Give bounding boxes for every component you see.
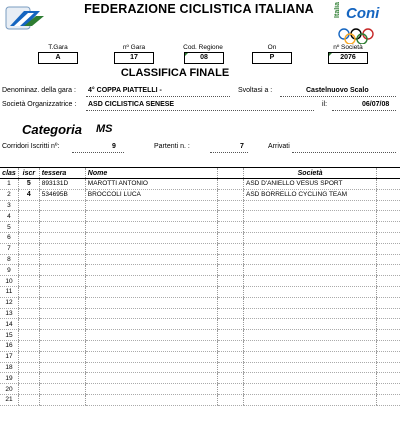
row-spacer xyxy=(377,373,400,384)
row-societa xyxy=(243,319,376,330)
table-row xyxy=(0,373,400,384)
arrivati-label: Arrivati xyxy=(268,143,290,150)
coni-logo-icon xyxy=(334,2,396,46)
row-societa xyxy=(243,211,376,222)
denominaz-label: Denominaz. della gara : xyxy=(2,87,76,94)
header-iscr: iscr xyxy=(18,168,39,179)
row-nome xyxy=(85,319,218,330)
table-row xyxy=(0,330,400,341)
row-societa xyxy=(243,222,376,233)
table-row xyxy=(0,394,400,405)
row-societa xyxy=(243,243,376,254)
row-tessera xyxy=(39,254,85,265)
row-iscr xyxy=(18,254,39,265)
row-iscr xyxy=(18,373,39,384)
on-field: P xyxy=(252,52,292,64)
row-tessera xyxy=(39,265,85,276)
row-iscr xyxy=(18,222,39,233)
row-tessera xyxy=(39,308,85,319)
row-nome xyxy=(85,308,218,319)
row-nome xyxy=(85,222,218,233)
table-header-row xyxy=(0,168,400,179)
row-societa xyxy=(243,373,376,384)
row-nome: MAROTTI ANTONIO xyxy=(85,179,218,190)
societa-organizzatrice-label: Società Organizzatrice : xyxy=(2,101,77,108)
header-spacer-1 xyxy=(218,168,244,179)
row-clas: 12 xyxy=(0,297,18,308)
row-clas: 1 xyxy=(0,179,18,190)
row-societa xyxy=(243,351,376,362)
partenti-underline xyxy=(210,152,248,153)
row-spacer xyxy=(377,351,400,362)
row-nome xyxy=(85,254,218,265)
row-clas: 5 xyxy=(0,222,18,233)
row-spacer xyxy=(377,265,400,276)
row-clas: 19 xyxy=(0,373,18,384)
row-societa xyxy=(243,276,376,287)
row-tessera xyxy=(39,211,85,222)
ngara-label: nº Gara xyxy=(122,44,146,51)
row-societa xyxy=(243,362,376,373)
row-societa xyxy=(243,308,376,319)
table-row xyxy=(0,211,400,222)
row-spacer xyxy=(377,394,400,405)
row-societa xyxy=(243,330,376,341)
row-nome xyxy=(85,351,218,362)
row-clas: 13 xyxy=(0,308,18,319)
row-clas: 11 xyxy=(0,286,18,297)
svoltasi-underline xyxy=(280,96,396,97)
row-societa xyxy=(243,254,376,265)
table-row xyxy=(0,340,400,351)
table-row xyxy=(0,254,400,265)
row-spacer xyxy=(377,254,400,265)
row-iscr xyxy=(18,232,39,243)
row-spacer xyxy=(377,297,400,308)
coni-italia-text: Italia xyxy=(334,2,341,18)
row-iscr: 5 xyxy=(18,179,39,190)
row-iscr xyxy=(18,200,39,211)
row-tessera xyxy=(39,319,85,330)
il-label: il: xyxy=(322,101,328,108)
row-clas: 3 xyxy=(0,200,18,211)
row-iscr xyxy=(18,286,39,297)
row-spacer xyxy=(218,319,244,330)
coni-word: Coni xyxy=(346,5,380,22)
row-societa xyxy=(243,200,376,211)
row-nome: BROCCOLI LUCA xyxy=(85,189,218,200)
row-spacer xyxy=(218,265,244,276)
row-clas: 15 xyxy=(0,330,18,341)
row-spacer xyxy=(218,362,244,373)
il-value: 06/07/08 xyxy=(362,101,390,108)
row-iscr xyxy=(18,265,39,276)
iscritti-label: Corridori Iscritti nº: xyxy=(2,143,60,150)
row-tessera xyxy=(39,351,85,362)
header-clas: clas xyxy=(0,168,18,179)
row-nome xyxy=(85,200,218,211)
row-societa xyxy=(243,297,376,308)
table-row xyxy=(0,297,400,308)
row-spacer xyxy=(377,222,400,233)
row-spacer xyxy=(218,189,244,200)
row-spacer xyxy=(218,232,244,243)
row-nome xyxy=(85,276,218,287)
row-societa: ASD D'ANIELLO VESUS SPORT xyxy=(243,179,376,190)
cod-regione-label: Cod. Regione xyxy=(183,44,223,51)
row-nome xyxy=(85,265,218,276)
row-spacer xyxy=(218,200,244,211)
nsocieta-label: nº Società xyxy=(333,44,363,51)
row-nome xyxy=(85,211,218,222)
denominaz-underline xyxy=(86,96,230,97)
row-iscr xyxy=(18,243,39,254)
row-clas: 21 xyxy=(0,394,18,405)
row-spacer xyxy=(218,286,244,297)
row-nome xyxy=(85,394,218,405)
row-societa xyxy=(243,265,376,276)
results-table xyxy=(0,167,400,406)
row-spacer xyxy=(377,189,400,200)
row-clas: 14 xyxy=(0,319,18,330)
row-iscr xyxy=(18,351,39,362)
row-spacer xyxy=(218,179,244,190)
row-clas: 17 xyxy=(0,351,18,362)
table-row xyxy=(0,265,400,276)
row-spacer xyxy=(377,330,400,341)
table-row xyxy=(0,308,400,319)
row-clas: 9 xyxy=(0,265,18,276)
row-tessera: 893131D xyxy=(39,179,85,190)
denominaz-value: 4° COPPA PIATTELLI - xyxy=(88,87,162,94)
header-spacer-2 xyxy=(377,168,400,179)
row-clas: 16 xyxy=(0,340,18,351)
row-spacer xyxy=(377,308,400,319)
row-iscr xyxy=(18,330,39,341)
iscritti-value: 9 xyxy=(112,143,116,150)
table-row xyxy=(0,222,400,233)
row-iscr xyxy=(18,394,39,405)
row-nome xyxy=(85,384,218,395)
row-nome xyxy=(85,286,218,297)
row-iscr xyxy=(18,211,39,222)
row-tessera xyxy=(39,243,85,254)
partenti-label: Partenti n. : xyxy=(154,143,190,150)
row-spacer xyxy=(377,319,400,330)
nsocieta-field: 2076 xyxy=(328,52,368,64)
table-row xyxy=(0,351,400,362)
header-tessera: tessera xyxy=(39,168,85,179)
table-row xyxy=(0,189,400,200)
row-nome xyxy=(85,330,218,341)
row-societa xyxy=(243,340,376,351)
il-underline xyxy=(332,110,396,111)
row-spacer xyxy=(218,211,244,222)
row-spacer xyxy=(377,286,400,297)
row-spacer xyxy=(377,200,400,211)
partenti-value: 7 xyxy=(240,143,244,150)
row-iscr xyxy=(18,362,39,373)
row-clas: 6 xyxy=(0,232,18,243)
row-spacer xyxy=(218,394,244,405)
row-nome xyxy=(85,232,218,243)
row-tessera xyxy=(39,222,85,233)
federation-title: FEDERAZIONE CICLISTICA ITALIANA xyxy=(84,2,314,16)
on-label: On xyxy=(267,44,277,51)
row-spacer xyxy=(218,308,244,319)
row-spacer xyxy=(377,362,400,373)
row-societa xyxy=(243,286,376,297)
tgara-label: T.Gara xyxy=(48,44,68,51)
row-nome xyxy=(85,373,218,384)
cod-regione-field: 08 xyxy=(184,52,224,64)
row-iscr xyxy=(18,308,39,319)
row-nome xyxy=(85,243,218,254)
table-row xyxy=(0,243,400,254)
row-spacer xyxy=(377,179,400,190)
row-tessera xyxy=(39,340,85,351)
table-row xyxy=(0,232,400,243)
row-clas: 20 xyxy=(0,384,18,395)
row-spacer xyxy=(218,222,244,233)
row-spacer xyxy=(218,243,244,254)
row-societa xyxy=(243,232,376,243)
societa-underline xyxy=(86,110,314,111)
row-tessera xyxy=(39,330,85,341)
table-row xyxy=(0,384,400,395)
categoria-value: MS xyxy=(96,123,113,135)
row-spacer xyxy=(218,351,244,362)
row-tessera xyxy=(39,286,85,297)
table-row xyxy=(0,362,400,373)
row-tessera xyxy=(39,232,85,243)
row-tessera xyxy=(39,373,85,384)
svoltasi-label: Svoltasi a : xyxy=(238,87,273,94)
row-tessera xyxy=(39,276,85,287)
row-societa: ASD BORRELLO CYCLING TEAM xyxy=(243,189,376,200)
header-societa: Società xyxy=(243,168,376,179)
row-spacer xyxy=(377,384,400,395)
row-tessera xyxy=(39,200,85,211)
row-iscr xyxy=(18,340,39,351)
row-nome xyxy=(85,340,218,351)
iscritti-underline xyxy=(72,152,124,153)
row-spacer xyxy=(218,384,244,395)
row-spacer xyxy=(377,232,400,243)
tgara-field: A xyxy=(38,52,78,64)
arrivati-underline xyxy=(292,152,396,153)
row-tessera: 534695B xyxy=(39,189,85,200)
societa-organizzatrice-value: ASD CICLISTICA SENESE xyxy=(88,101,175,108)
row-spacer xyxy=(218,297,244,308)
fci-logo-icon xyxy=(4,4,46,34)
row-iscr xyxy=(18,384,39,395)
table-row xyxy=(0,286,400,297)
ngara-field: 17 xyxy=(114,52,154,64)
row-tessera xyxy=(39,362,85,373)
row-spacer xyxy=(377,340,400,351)
categoria-label: Categoria xyxy=(22,122,82,137)
row-nome xyxy=(85,362,218,373)
row-spacer xyxy=(377,243,400,254)
row-spacer xyxy=(218,340,244,351)
row-spacer xyxy=(218,276,244,287)
row-tessera xyxy=(39,384,85,395)
row-societa xyxy=(243,384,376,395)
header-nome: Nome xyxy=(85,168,218,179)
row-spacer xyxy=(377,211,400,222)
row-iscr: 4 xyxy=(18,189,39,200)
row-clas: 8 xyxy=(0,254,18,265)
row-iscr xyxy=(18,297,39,308)
row-iscr xyxy=(18,276,39,287)
row-spacer xyxy=(218,254,244,265)
row-spacer xyxy=(218,373,244,384)
table-row xyxy=(0,319,400,330)
row-clas: 10 xyxy=(0,276,18,287)
row-clas: 2 xyxy=(0,189,18,200)
row-spacer xyxy=(218,330,244,341)
document-title: CLASSIFICA FINALE xyxy=(120,67,230,79)
row-nome xyxy=(85,297,218,308)
table-row xyxy=(0,179,400,190)
row-tessera xyxy=(39,297,85,308)
row-societa xyxy=(243,394,376,405)
row-clas: 18 xyxy=(0,362,18,373)
table-row xyxy=(0,276,400,287)
table-row xyxy=(0,200,400,211)
row-tessera xyxy=(39,394,85,405)
row-iscr xyxy=(18,319,39,330)
row-spacer xyxy=(377,276,400,287)
row-clas: 4 xyxy=(0,211,18,222)
row-clas: 7 xyxy=(0,243,18,254)
svoltasi-value: Castelnuovo Scalo xyxy=(306,87,369,94)
olympic-rings-icon xyxy=(334,28,382,44)
